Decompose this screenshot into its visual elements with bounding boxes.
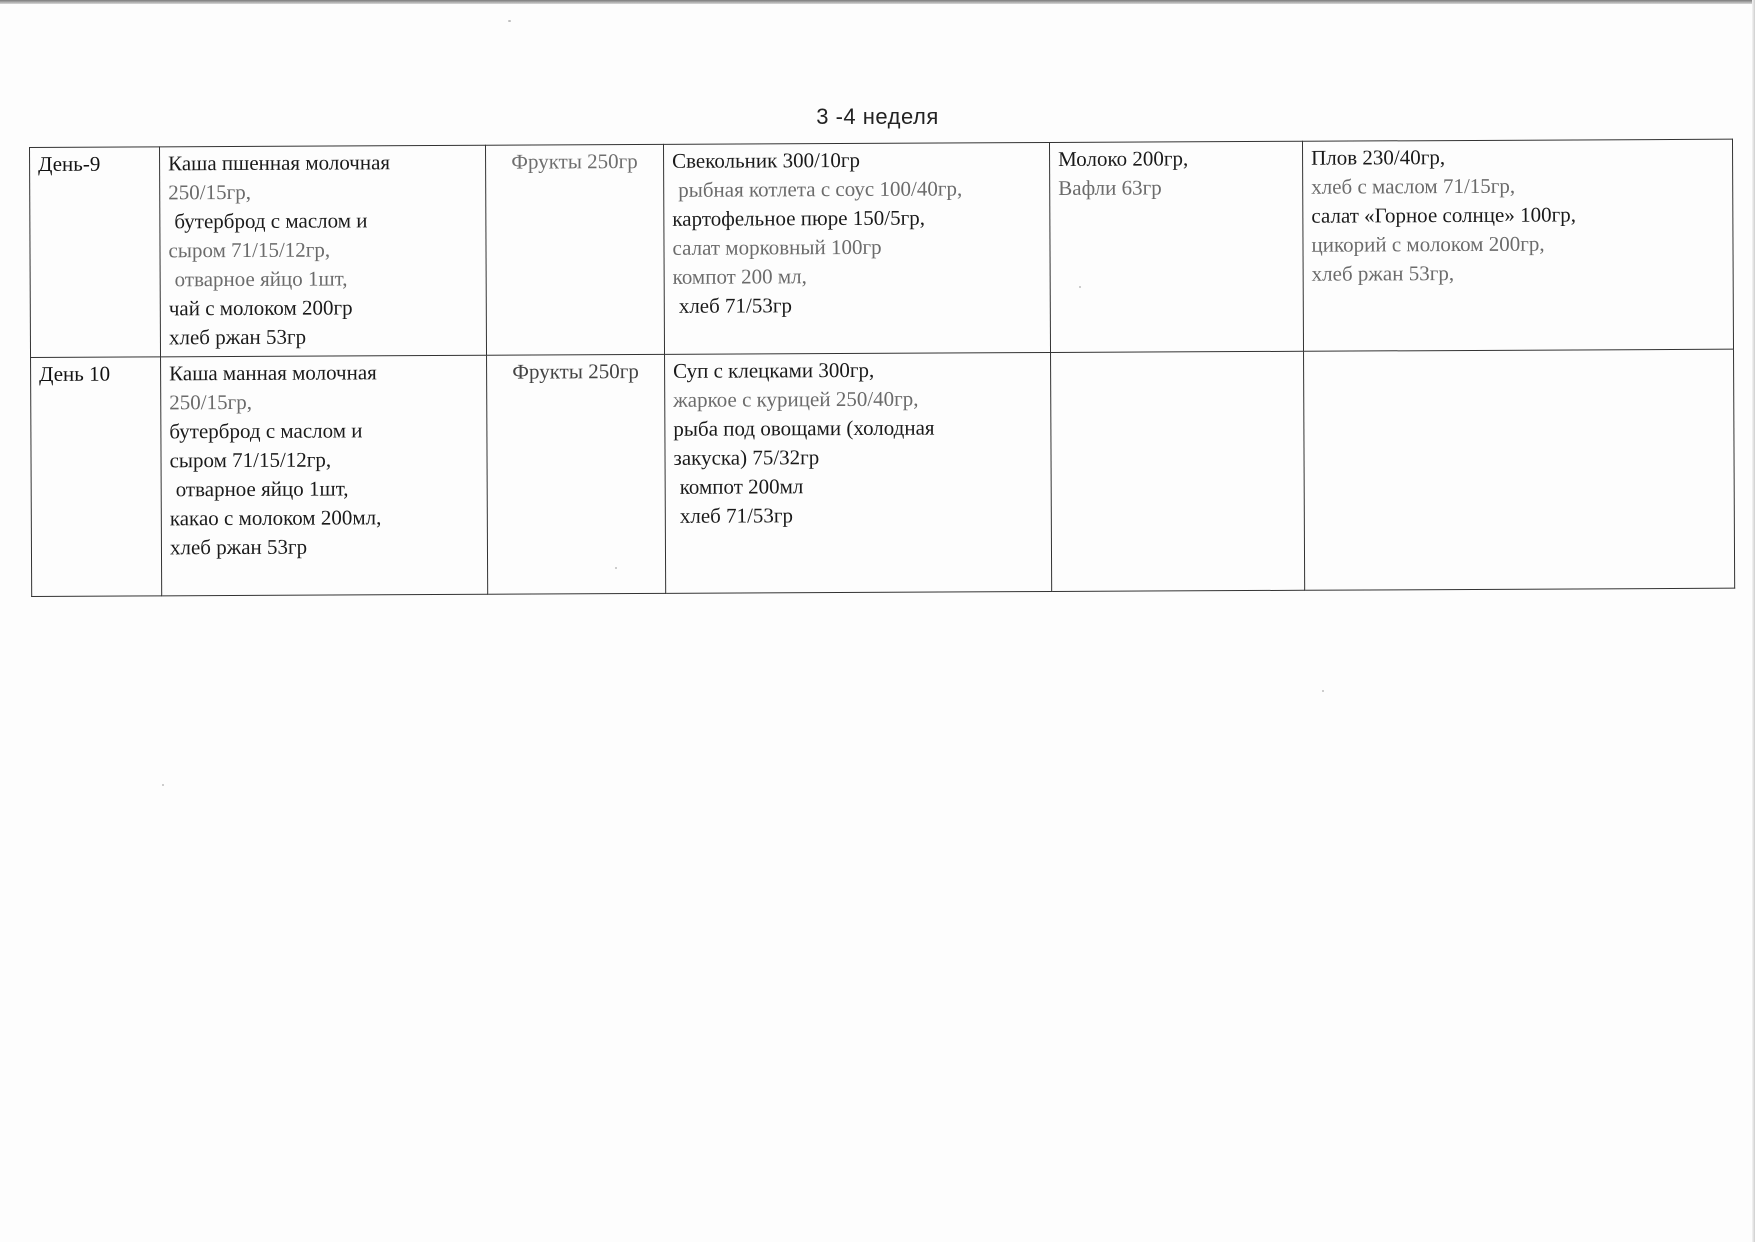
day-cell <box>30 147 161 358</box>
snack-label: Фрукты 250гр <box>512 359 639 384</box>
menu-line: сыром 71/15/12гр, <box>169 447 332 473</box>
lunch-cell <box>665 353 1052 594</box>
menu-line: хлеб ржан 53гр, <box>1311 261 1455 286</box>
menu-line: сыром 71/15/12гр, <box>168 237 331 263</box>
table-row-day-9 <box>30 139 1734 357</box>
menu-line: хлеб ржан 53гр <box>168 324 307 350</box>
menu-line: компот 200мл <box>679 474 804 499</box>
scan-speck <box>1079 286 1081 288</box>
dinner-cell <box>1304 349 1735 590</box>
menu-line: отварное яйцо 1шт, <box>175 476 349 502</box>
menu-line: хлеб с маслом 71/15гр, <box>1311 173 1516 199</box>
breakfast-cell <box>160 145 487 357</box>
menu-line: хлеб 71/53гр <box>679 503 794 528</box>
menu-line: закуска) 75/32гр <box>673 445 820 470</box>
menu-line: чай с молоком 200гр <box>168 295 353 321</box>
menu-line: салат морковный 100гр <box>672 234 882 260</box>
snack-cell <box>485 144 664 355</box>
scan-speck <box>508 20 511 22</box>
afternoon-snack-cell <box>1051 351 1305 591</box>
table-row-day-10 <box>31 349 1735 596</box>
menu-line: бутерброд с маслом и <box>174 208 368 234</box>
menu-line: бутерброд с маслом и <box>169 418 363 444</box>
dinner-cell <box>1302 139 1733 351</box>
snack-label: Фрукты 250гр <box>511 149 638 174</box>
scan-speck <box>615 567 617 569</box>
day-cell <box>31 357 162 597</box>
menu-line: цикорий с молоком 200гр, <box>1311 231 1545 257</box>
scan-speck <box>1322 690 1324 692</box>
menu-line: Вафли 63гр <box>1058 175 1162 200</box>
menu-line: Каша пшенная молочная <box>168 150 391 176</box>
menu-line: жаркое с курицей 250/40гр, <box>673 386 919 412</box>
lunch-cell <box>663 143 1050 355</box>
menu-line: салат «Горное солнце» 100гр, <box>1311 202 1576 228</box>
menu-line: какао с молоком 200мл, <box>169 505 382 531</box>
snack-cell <box>487 354 666 594</box>
menu-line: рыба под овощами (холодная <box>673 415 935 441</box>
menu-line: рыбная котлета с соус 100/40гр, <box>678 176 963 202</box>
menu-line: хлеб ржан 53гр <box>169 534 308 560</box>
menu-table <box>29 139 1735 597</box>
menu-line: Свекольник 300/10гр <box>672 147 861 173</box>
page-title: 3 -4 неделя <box>816 104 939 129</box>
menu-line: отварное яйцо 1шт, <box>174 266 348 292</box>
menu-line: Плов 230/40гр, <box>1311 145 1446 170</box>
day-label: День 10 <box>39 361 111 386</box>
menu-line: 250/15гр, <box>168 179 251 205</box>
menu-line: хлеб 71/53гр <box>678 293 793 318</box>
menu-line: Суп с клецками 300гр, <box>673 357 875 383</box>
scan-top-edge <box>0 0 1755 4</box>
afternoon-snack-cell <box>1049 141 1303 352</box>
day-label: День-9 <box>38 151 101 176</box>
menu-line: 250/15гр, <box>169 389 253 415</box>
scan-speck <box>162 784 164 786</box>
menu-line: Каша манная молочная <box>169 360 377 386</box>
menu-line: компот 200 мл, <box>672 264 807 289</box>
breakfast-cell <box>161 355 488 596</box>
menu-line: картофельное пюре 150/5гр, <box>672 205 925 231</box>
menu-line: Молоко 200гр, <box>1058 146 1189 171</box>
